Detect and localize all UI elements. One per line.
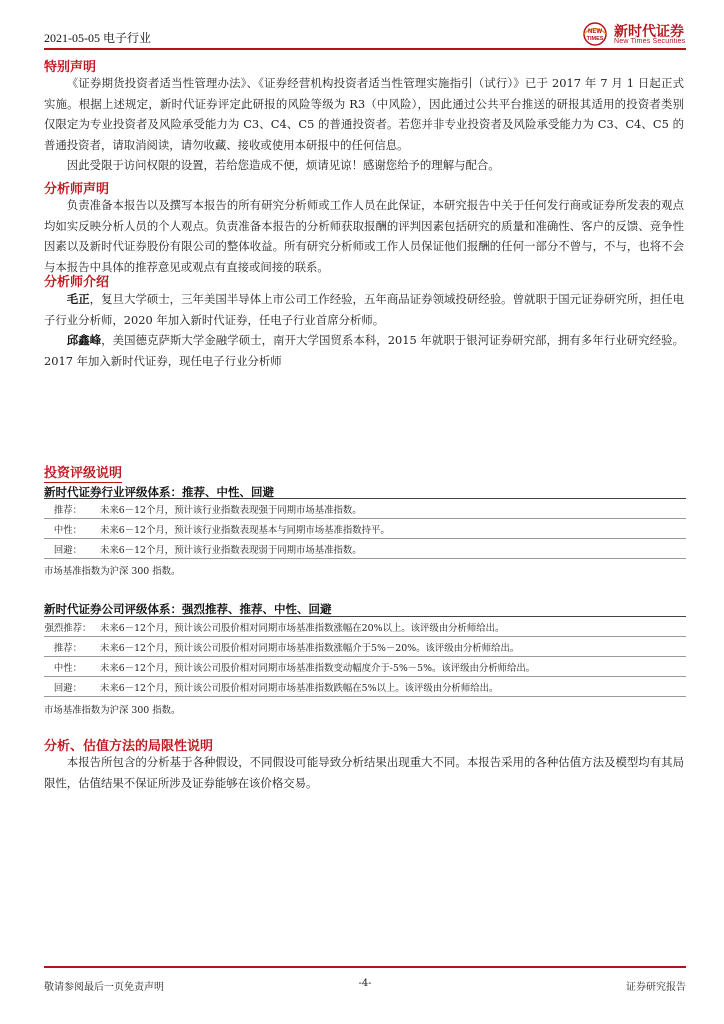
footer-report-type: 证券研究报告: [626, 982, 686, 993]
table-row: [44, 499, 686, 519]
industry-rating-table: [44, 498, 686, 559]
analyst-2-bio: ，美国德克萨斯大学金融学硕士，南开大学国贸系本科，2015 年就职于银河证券研究部，拥有多年行业研究经验。2017 年加入新时代证券，现任电子行业分析师: [44, 333, 684, 368]
company-benchmark-note: 市场基准指数为沪深 300 指数。: [44, 705, 181, 716]
rating-key: 推荐：: [44, 499, 92, 519]
analyst-statement-p1: 负责准备本报告以及撰写本报告的所有研究分析师或工作人员在此保证，本研究报告中关于任何发行商或证券所发表的观点均如实反映分析人员的个人观点。负责准备本报告的分析师获取报酬的评判因素包括研究的质量和准确性、客户的反馈、竞争性因素以及新时代证券股份有限公司的整体收益。所有研究分析师或工作人员保证他们报酬的任何一部分不曾与，不与，也将不会与本报告中具体的推荐意见或观点有直接或间接的联系。: [44, 198, 684, 274]
special-statement-title: 特别声明: [44, 60, 97, 75]
svg-text:NEW: NEW: [588, 29, 602, 35]
analyst-intro-p1: [44, 289, 684, 330]
analyst-intro-p2: [44, 330, 684, 371]
rating-desc: 未来6－12个月，预计该行业指数表现弱于同期市场基准指数。: [92, 539, 686, 559]
rating-key: 回避：: [44, 677, 92, 697]
page-footer: [44, 966, 686, 996]
table-row: [44, 519, 686, 539]
rating-desc: 未来6－12个月，预计该公司股价相对同期市场基准指数涨幅在20%以上。该评级由分析师给出。: [92, 617, 686, 637]
table-row: [44, 637, 686, 657]
limitation-p1: 本报告所包含的分析基于各种假设，不同假设可能导致分析结果出现重大不同。本报告采用的各种估值方法及模型均有其局限性，估值结果不保证所涉及证券能够在该价格交易。: [44, 755, 684, 790]
rating-key: 中性：: [44, 657, 92, 677]
company-rating-heading: 新时代证券公司评级体系：强烈推荐、推荐、中性、回避: [44, 602, 332, 616]
special-statement-p2: 因此受限于访问权限的设置，若给您造成不便，烦请见谅！感谢您给予的理解与配合。: [66, 158, 500, 172]
industry-benchmark-note: 市场基准指数为沪深 300 指数。: [44, 566, 181, 577]
new-times-badge-icon: [578, 21, 612, 47]
special-statement-p1: 《证券期货投资者适当性管理办法》、《证券经营机构投资者适当性管理实施指引（试行）》已于 2017 年 7 月 1 日起正式实施。根据上述规定，新时代证券评定此研报的风险等级为 R3（中风险），因此通过公共平台推送的研报其适用的投资者类别仅限定为专业投资者及风险承受能力为 C3、C4、C5 的普通投资者。若您并非专业投资者及风险承受能力为 C3、C4、C5 的普通投资者，请取消阅读，请勿收藏、接收或使用本研报中的任何信息。: [44, 76, 684, 152]
footer-divider: [44, 966, 686, 968]
rating-desc: 未来6－12个月，预计该行业指数表现基本与同期市场基准指数持平。: [92, 519, 686, 539]
analyst-2-name: 邱鑫峰: [66, 333, 102, 347]
rating-title: 投资评级说明: [44, 462, 122, 483]
rating-desc: 未来6－12个月，预计该公司股价相对同期市场基准指数跌幅在5%以上。该评级由分析师给出。: [92, 677, 686, 697]
company-logo: [578, 20, 686, 48]
analyst-statement-title: 分析师声明: [44, 182, 110, 197]
header-date-industry: 2021-05-05 电子行业: [44, 31, 151, 45]
logo-english-name: New Times Securities: [614, 38, 686, 45]
table-row: [44, 657, 686, 677]
analyst-1-bio: ，复旦大学硕士，三年美国半导体上市公司工作经验，五年商品证券领域投研经验。曾就职于国元证券研究所，担任电子行业分析师，2020 年加入新时代证券，任电子行业首席分析师。: [44, 292, 684, 327]
page-header: [44, 20, 686, 50]
limitation-title: 分析、估值方法的局限性说明: [44, 739, 214, 754]
table-row: [44, 617, 686, 637]
rating-key: 中性：: [44, 519, 92, 539]
footer-disclaimer-link: 敬请参阅最后一页免责声明: [44, 982, 164, 993]
table-row: [44, 539, 686, 559]
rating-key: 推荐：: [44, 637, 92, 657]
table-row: [44, 677, 686, 697]
rating-desc: 未来6－12个月，预计该公司股价相对同期市场基准指数涨幅介于5%－20%。该评级由分析师给出。: [92, 637, 686, 657]
rating-desc: 未来6－12个月，预计该公司股价相对同期市场基准指数变动幅度介于-5%－5%。该评级由分析师给出。: [92, 657, 686, 677]
logo-chinese-name: 新时代证券: [614, 24, 684, 40]
svg-text:TIMES: TIMES: [586, 36, 604, 42]
rating-desc: 未来6－12个月，预计该行业指数表现强于同期市场基准指数。: [92, 499, 686, 519]
rating-key: 回避：: [44, 539, 92, 559]
rating-key: 强烈推荐：: [44, 617, 92, 637]
company-rating-table: [44, 616, 686, 697]
analyst-intro-title: 分析师介绍: [44, 275, 110, 290]
page-number: -4-: [358, 978, 372, 989]
analyst-1-name: 毛正: [66, 292, 90, 306]
industry-rating-heading: 新时代证券行业评级体系：推荐、中性、回避: [44, 485, 274, 499]
header-divider: [44, 48, 686, 50]
